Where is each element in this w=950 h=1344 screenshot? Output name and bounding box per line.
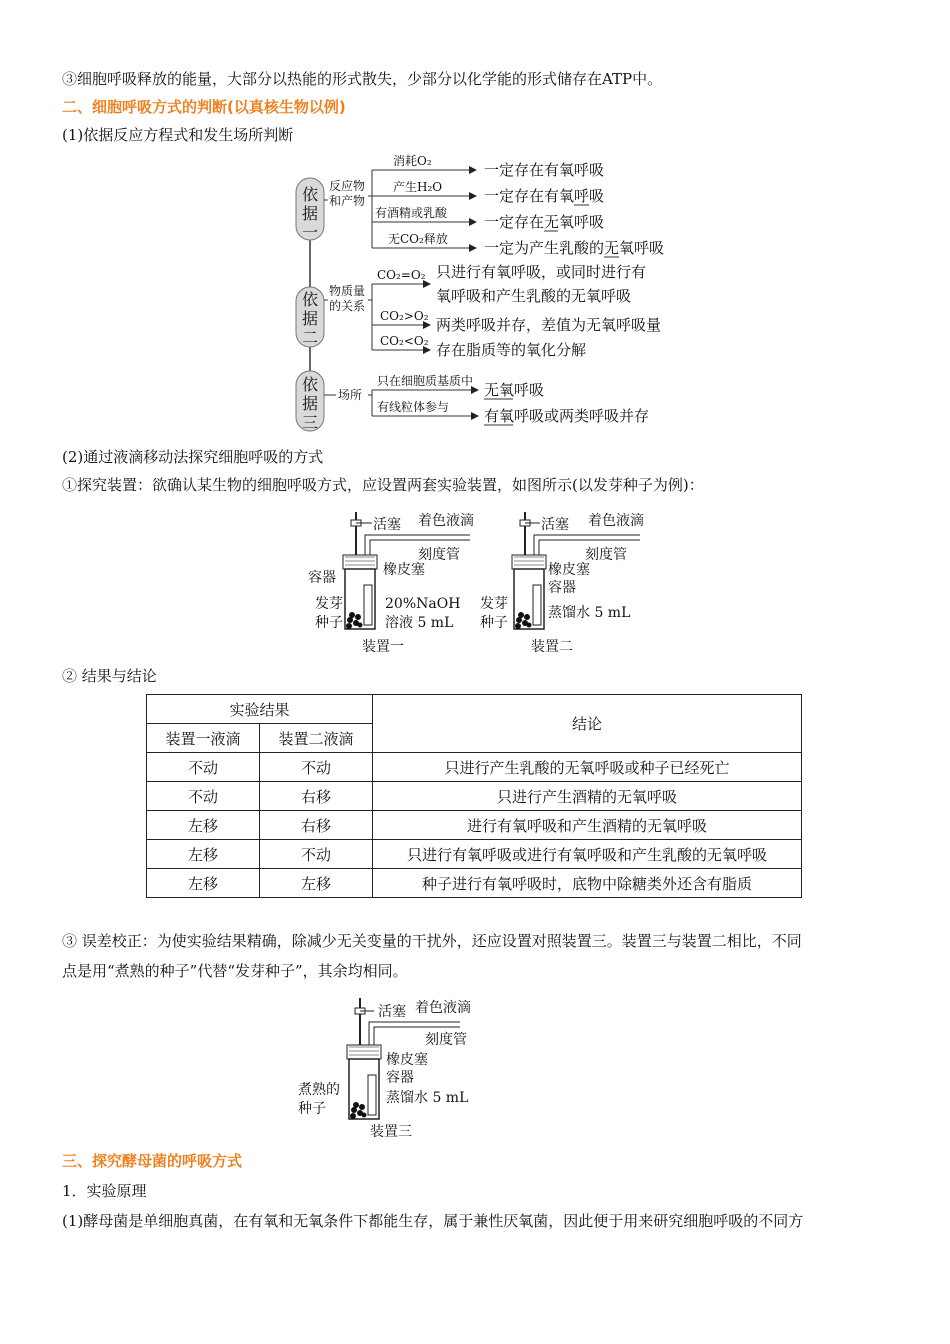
label-container-3: 容器 xyxy=(386,1070,414,1086)
label-valve-2: 活塞 xyxy=(541,517,569,533)
category1-line2: 和产物 xyxy=(329,194,366,208)
label-tube-2: 刻度管 xyxy=(585,547,627,563)
table-row: 左移 左移 种子进行有氧呼吸时，底物中除糖类外还含有脂质 xyxy=(147,869,802,898)
label-valve-3: 活塞 xyxy=(378,1004,406,1020)
apparatus-three-diagram xyxy=(0,990,950,1150)
result-ratio-equal-2: 氧呼吸和产生乳酸的无氧呼吸 xyxy=(436,287,632,305)
label-seed-1b: 种子 xyxy=(315,615,343,631)
label-seed-2a: 发芽 xyxy=(480,596,508,612)
caption-device-1: 装置一 xyxy=(362,639,404,655)
label-seed-1a: 发芽 xyxy=(315,596,343,612)
label-stopper-2: 橡皮塞 xyxy=(548,562,590,578)
label-cooked-seed-a: 煮熟的 xyxy=(298,1082,340,1098)
condition-co2-gt-o2: CO₂>O₂ xyxy=(380,309,429,323)
yeast-paragraph: (1)酵母菌是单细胞真菌，在有氧和无氧条件下都能生存，属于兼性厌氧菌，因此便于用来研究细胞呼吸的不同方 xyxy=(62,1212,804,1230)
subheading-droplet: (2)通过液滴移动法探究细胞呼吸的方式 xyxy=(62,448,324,466)
label-cooked-seed-b: 种子 xyxy=(298,1101,326,1117)
category3-site: 场所 xyxy=(338,388,363,402)
result-aerobic-1: 一定存在有氧呼吸 xyxy=(484,161,605,179)
section2-heading: 二、细胞呼吸方式的判断(以真核生物以例) xyxy=(62,98,346,116)
label-stopper-1: 橡皮塞 xyxy=(383,562,425,578)
header-device1-droplet: 装置一液滴 xyxy=(147,724,260,753)
label-stopper-3: 橡皮塞 xyxy=(386,1052,428,1068)
basis2-label: 依据二 xyxy=(301,290,319,347)
atp-paragraph: ③细胞呼吸释放的能量，大部分以热能的形式散失，少部分以化学能的形式储存在ATP中。 xyxy=(62,70,663,88)
table-row: 不动 不动 只进行产生乳酸的无氧呼吸或种子已经死亡 xyxy=(147,753,802,782)
condition-mitochondria: 有线粒体参与 xyxy=(377,400,450,414)
table-row: 不动 右移 只进行产生酒精的无氧呼吸 xyxy=(147,782,802,811)
subheading-equation: (1)依据反应方程式和发生场所判断 xyxy=(62,126,294,144)
label-container-1: 容器 xyxy=(308,570,336,586)
device-intro: ①探究装置：欲确认某生物的细胞呼吸方式，应设置两套实验装置，如图所示(以发芽种子为例)： xyxy=(62,476,704,494)
table-row: 左移 右移 进行有氧呼吸和产生酒精的无氧呼吸 xyxy=(147,811,802,840)
label-tube-3: 刻度管 xyxy=(425,1032,467,1048)
label-droplet-1: 着色液滴 xyxy=(418,513,474,529)
result-ratio-equal-1: 只进行有氧呼吸，或同时进行有 xyxy=(436,263,647,281)
result-site-aerobic: 有氧呼吸或两类呼吸并存 xyxy=(484,407,650,425)
section3-heading: 三、探究酵母菌的呼吸方式 xyxy=(62,1152,243,1170)
results-heading: ② 结果与结论 xyxy=(62,667,157,685)
table-row: 左移 不动 只进行有氧呼吸或进行有氧呼吸和产生乳酸的无氧呼吸 xyxy=(147,840,802,869)
label-droplet-3: 着色液滴 xyxy=(415,1000,471,1016)
result-lactic-anaerobic: 一定为产生乳酸的无氧呼吸 xyxy=(484,239,665,257)
label-naoh-1a: 20%NaOH xyxy=(385,596,461,612)
condition-co2-lt-o2: CO₂<O₂ xyxy=(380,334,429,348)
result-anaerobic: 一定存在无氧呼吸 xyxy=(484,213,605,231)
results-table xyxy=(146,694,802,898)
error-correction-line2: 点是用“煮熟的种子”代替“发芽种子”，其余均相同。 xyxy=(62,962,408,980)
condition-co2-eq-o2: CO₂=O₂ xyxy=(377,268,426,282)
result-aerobic-2: 一定存在有氧呼吸 xyxy=(484,187,605,205)
apparatus-diagram xyxy=(0,500,950,660)
principle-heading: 1．实验原理 xyxy=(62,1182,147,1200)
condition-cytoplasm-only: 只在细胞质基质中 xyxy=(377,374,474,388)
result-lipid-oxidation: 存在脂质等的氧化分解 xyxy=(436,341,587,359)
label-water-2: 蒸馏水 5 mL xyxy=(548,605,631,621)
device-two xyxy=(480,512,644,655)
header-conclusion: 结论 xyxy=(373,695,802,753)
result-site-anaerobic: 无氧呼吸 xyxy=(484,381,545,399)
header-device2-droplet: 装置二液滴 xyxy=(260,724,373,753)
result-both-types: 两类呼吸并存，差值为无氧呼吸量 xyxy=(436,316,662,334)
label-tube-1: 刻度管 xyxy=(418,547,460,563)
respiration-judgement-diagram xyxy=(0,0,950,440)
condition-produce-h2o: 产生H₂O xyxy=(393,180,443,194)
label-seed-2b: 种子 xyxy=(480,615,508,631)
condition-alcohol-lactic: 有酒精或乳酸 xyxy=(375,206,448,220)
condition-no-co2: 无CO₂释放 xyxy=(388,232,448,246)
basis1-label: 依据一 xyxy=(301,185,319,242)
label-naoh-1b: 溶液 5 mL xyxy=(385,615,454,631)
category1-line1: 反应物 xyxy=(329,179,366,193)
caption-device-3: 装置三 xyxy=(370,1124,412,1140)
caption-device-2: 装置二 xyxy=(531,639,573,655)
condition-consume-o2: 消耗O₂ xyxy=(393,154,432,168)
label-droplet-2: 着色液滴 xyxy=(588,513,644,529)
category2-line2: 的关系 xyxy=(329,299,366,313)
label-container-2: 容器 xyxy=(548,580,576,596)
error-correction-line1: ③ 误差校正：为使实验结果精确，除减少无关变量的干扰外，还应设置对照装置三。装置三与装置二相比，不同 xyxy=(62,932,802,950)
header-results: 实验结果 xyxy=(147,695,373,724)
basis3-label: 依据三 xyxy=(301,375,319,432)
device-one xyxy=(308,512,474,655)
category2-line1: 物质量 xyxy=(329,284,366,298)
label-water-3: 蒸馏水 5 mL xyxy=(386,1090,469,1106)
label-valve-1: 活塞 xyxy=(373,517,401,533)
